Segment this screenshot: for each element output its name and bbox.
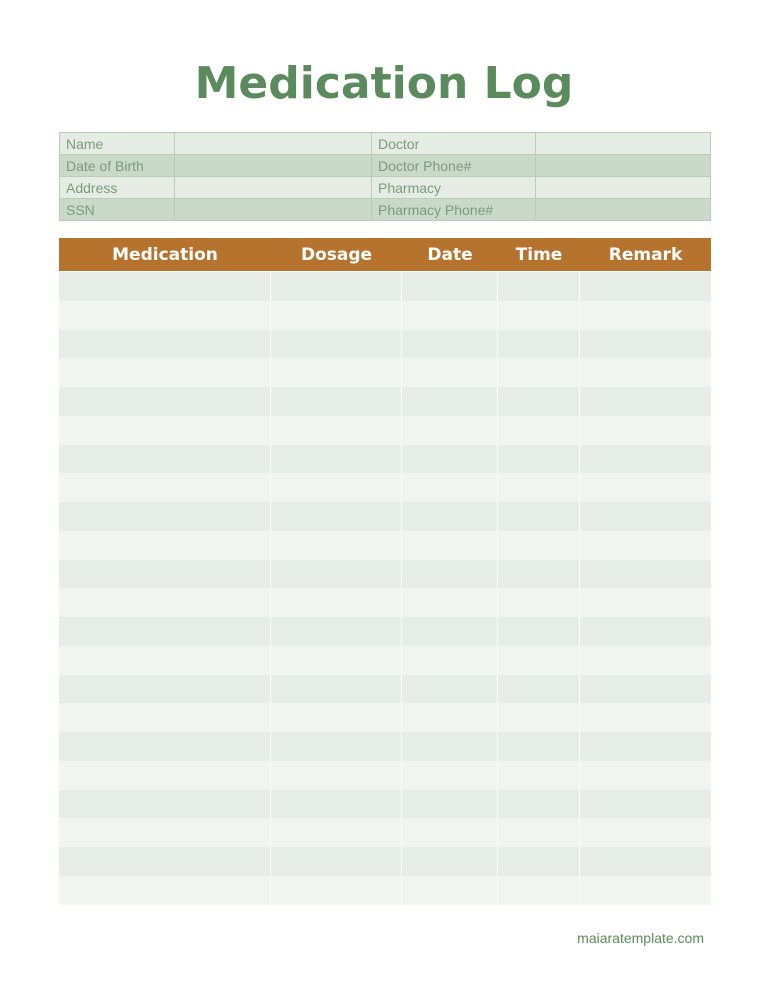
cell-remark[interactable]: [580, 473, 711, 502]
cell-date[interactable]: [402, 761, 498, 790]
cell-date[interactable]: [402, 387, 498, 416]
cell-remark[interactable]: [580, 847, 711, 876]
info-value-field[interactable]: [536, 177, 711, 199]
cell-medication[interactable]: [59, 560, 271, 589]
cell-time[interactable]: [498, 330, 580, 359]
cell-date[interactable]: [402, 732, 498, 761]
cell-time[interactable]: [498, 761, 580, 790]
cell-time[interactable]: [498, 617, 580, 646]
column-header-time: Time: [515, 244, 563, 265]
cell-date[interactable]: [402, 588, 498, 617]
column-header-remark: Remark: [608, 244, 683, 265]
cell-medication[interactable]: [59, 703, 271, 732]
cell-dosage[interactable]: [271, 790, 402, 819]
cell-dosage[interactable]: [271, 272, 402, 301]
medication-log-table: [59, 238, 711, 905]
cell-remark[interactable]: [580, 675, 711, 704]
cell-time[interactable]: [498, 502, 580, 531]
cell-date[interactable]: [402, 301, 498, 330]
cell-medication[interactable]: [59, 617, 271, 646]
cell-remark[interactable]: [580, 272, 711, 301]
cell-medication[interactable]: [59, 876, 271, 905]
table-row: [59, 617, 711, 646]
cell-time[interactable]: [498, 272, 580, 301]
cell-date[interactable]: [402, 703, 498, 732]
cell-date[interactable]: [402, 560, 498, 589]
table-row: [59, 560, 711, 589]
log-header-row: [59, 238, 711, 272]
cell-medication[interactable]: [59, 358, 271, 387]
cell-remark[interactable]: [580, 387, 711, 416]
info-value-field[interactable]: [175, 177, 372, 199]
info-label: Doctor: [372, 133, 536, 155]
info-value-field[interactable]: [536, 155, 711, 177]
cell-time[interactable]: [498, 790, 580, 819]
table-row: [59, 876, 711, 905]
cell-date[interactable]: [402, 416, 498, 445]
cell-medication[interactable]: [59, 330, 271, 359]
cell-remark[interactable]: [580, 703, 711, 732]
cell-time[interactable]: [498, 301, 580, 330]
log-body: [59, 272, 711, 905]
cell-medication[interactable]: [59, 675, 271, 704]
table-row: [59, 416, 711, 445]
table-row: [59, 732, 711, 761]
cell-date[interactable]: [402, 531, 498, 560]
cell-dosage[interactable]: [271, 358, 402, 387]
cell-remark[interactable]: [580, 646, 711, 675]
cell-remark[interactable]: [580, 876, 711, 905]
cell-time[interactable]: [498, 818, 580, 847]
column-header-medication: Medication: [112, 244, 218, 265]
cell-dosage[interactable]: [271, 560, 402, 589]
cell-remark[interactable]: [580, 531, 711, 560]
info-label: Address: [60, 177, 175, 199]
info-label: Name: [60, 133, 175, 155]
cell-medication[interactable]: [59, 818, 271, 847]
cell-date[interactable]: [402, 675, 498, 704]
cell-time[interactable]: [498, 732, 580, 761]
column-header-date: Date: [427, 244, 473, 265]
info-value-field[interactable]: [536, 133, 711, 155]
cell-remark[interactable]: [580, 588, 711, 617]
cell-date[interactable]: [402, 646, 498, 675]
cell-date[interactable]: [402, 473, 498, 502]
cell-medication[interactable]: [59, 416, 271, 445]
cell-remark[interactable]: [580, 790, 711, 819]
cell-medication[interactable]: [59, 761, 271, 790]
cell-dosage[interactable]: [271, 617, 402, 646]
cell-time[interactable]: [498, 531, 580, 560]
table-row: [59, 445, 711, 474]
info-row-dob: [60, 155, 711, 177]
cell-dosage[interactable]: [271, 445, 402, 474]
cell-remark[interactable]: [580, 330, 711, 359]
cell-medication[interactable]: [59, 531, 271, 560]
cell-time[interactable]: [498, 588, 580, 617]
cell-dosage[interactable]: [271, 847, 402, 876]
info-label: SSN: [60, 199, 175, 221]
cell-date[interactable]: [402, 272, 498, 301]
cell-dosage[interactable]: [271, 761, 402, 790]
cell-medication[interactable]: [59, 387, 271, 416]
table-row: [59, 531, 711, 560]
table-row: [59, 761, 711, 790]
info-label: Pharmacy: [372, 177, 536, 199]
table-row: [59, 790, 711, 819]
cell-medication[interactable]: [59, 732, 271, 761]
info-label: Doctor Phone#: [372, 155, 536, 177]
cell-remark[interactable]: [580, 358, 711, 387]
cell-date[interactable]: [402, 876, 498, 905]
cell-time[interactable]: [498, 445, 580, 474]
cell-dosage[interactable]: [271, 301, 402, 330]
cell-dosage[interactable]: [271, 675, 402, 704]
table-row: [59, 473, 711, 502]
cell-dosage[interactable]: [271, 473, 402, 502]
cell-date[interactable]: [402, 330, 498, 359]
cell-medication[interactable]: [59, 301, 271, 330]
patient-info-table: [59, 132, 711, 221]
cell-remark[interactable]: [580, 617, 711, 646]
cell-date[interactable]: [402, 847, 498, 876]
info-value-field[interactable]: [175, 155, 372, 177]
footer-website: maiaratemplate.com: [577, 930, 704, 946]
cell-date[interactable]: [402, 502, 498, 531]
info-value-field[interactable]: [175, 199, 372, 221]
cell-date[interactable]: [402, 358, 498, 387]
cell-date[interactable]: [402, 818, 498, 847]
cell-medication[interactable]: [59, 847, 271, 876]
table-row: [59, 703, 711, 732]
table-row: [59, 272, 711, 301]
cell-dosage[interactable]: [271, 646, 402, 675]
info-row-address: [60, 177, 711, 199]
cell-dosage[interactable]: [271, 876, 402, 905]
table-row: [59, 301, 711, 330]
cell-date[interactable]: [402, 617, 498, 646]
cell-time[interactable]: [498, 646, 580, 675]
table-row: [59, 588, 711, 617]
info-value-field[interactable]: [175, 133, 372, 155]
cell-dosage[interactable]: [271, 732, 402, 761]
column-header-dosage: Dosage: [300, 244, 373, 265]
cell-time[interactable]: [498, 358, 580, 387]
cell-time[interactable]: [498, 703, 580, 732]
cell-remark[interactable]: [580, 818, 711, 847]
cell-dosage[interactable]: [271, 502, 402, 531]
cell-time[interactable]: [498, 473, 580, 502]
cell-medication[interactable]: [59, 790, 271, 819]
cell-time[interactable]: [498, 876, 580, 905]
table-row: [59, 675, 711, 704]
cell-time[interactable]: [498, 847, 580, 876]
cell-time[interactable]: [498, 675, 580, 704]
cell-date[interactable]: [402, 445, 498, 474]
cell-medication[interactable]: [59, 473, 271, 502]
cell-time[interactable]: [498, 387, 580, 416]
table-row: [59, 358, 711, 387]
cell-remark[interactable]: [580, 732, 711, 761]
cell-medication[interactable]: [59, 445, 271, 474]
cell-dosage[interactable]: [271, 531, 402, 560]
cell-dosage[interactable]: [271, 330, 402, 359]
cell-medication[interactable]: [59, 588, 271, 617]
cell-time[interactable]: [498, 416, 580, 445]
cell-remark[interactable]: [580, 761, 711, 790]
cell-remark[interactable]: [580, 416, 711, 445]
table-row: [59, 387, 711, 416]
cell-dosage[interactable]: [271, 703, 402, 732]
table-row: [59, 502, 711, 531]
cell-dosage[interactable]: [271, 588, 402, 617]
info-label: Date of Birth: [60, 155, 175, 177]
cell-remark[interactable]: [580, 502, 711, 531]
info-label: Pharmacy Phone#: [372, 199, 536, 221]
cell-medication[interactable]: [59, 502, 271, 531]
cell-dosage[interactable]: [271, 416, 402, 445]
cell-dosage[interactable]: [271, 387, 402, 416]
table-row: [59, 330, 711, 359]
page-title: Medication Log: [194, 58, 574, 109]
table-row: [59, 847, 711, 876]
cell-remark[interactable]: [580, 560, 711, 589]
cell-medication[interactable]: [59, 646, 271, 675]
table-row: [59, 646, 711, 675]
cell-remark[interactable]: [580, 301, 711, 330]
info-row-name: [60, 133, 711, 155]
cell-dosage[interactable]: [271, 818, 402, 847]
cell-time[interactable]: [498, 560, 580, 589]
info-row-ssn: [60, 199, 711, 221]
info-value-field[interactable]: [536, 199, 711, 221]
table-row: [59, 818, 711, 847]
cell-date[interactable]: [402, 790, 498, 819]
cell-remark[interactable]: [580, 445, 711, 474]
cell-medication[interactable]: [59, 272, 271, 301]
